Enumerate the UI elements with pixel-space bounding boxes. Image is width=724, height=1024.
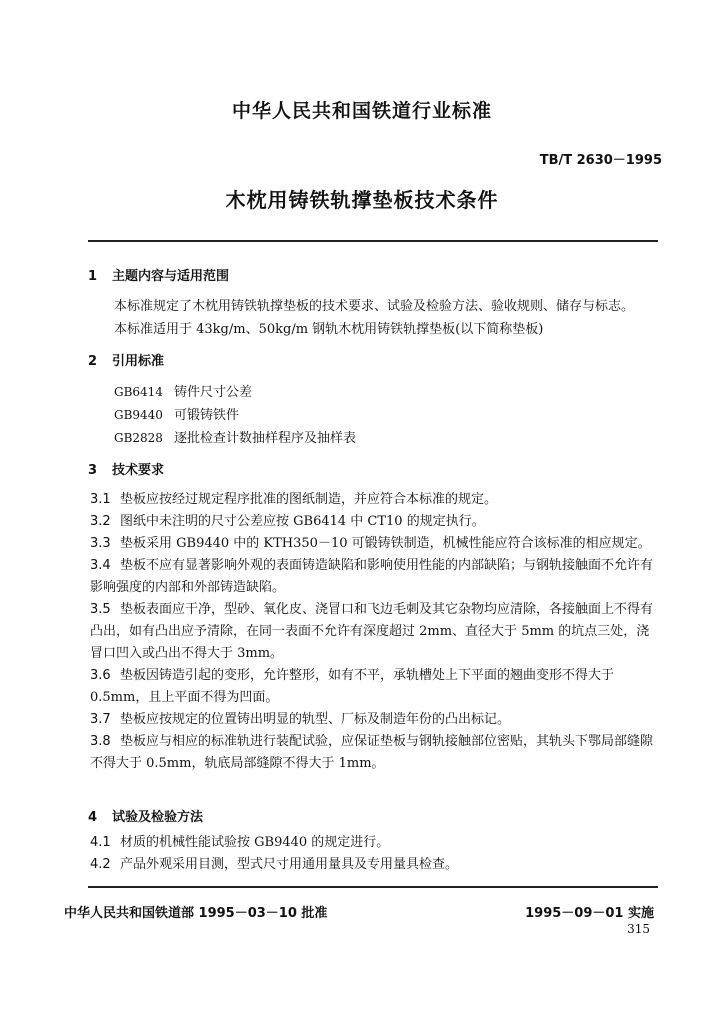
clause-number: 3.8 (90, 734, 111, 749)
footer-divider (88, 886, 658, 888)
clause (90, 854, 658, 876)
reference-item (114, 427, 356, 446)
clause-text: 垫板应按规定的位置铸出明显的轨型、厂标及制造年份的凸出标记。 (120, 712, 511, 727)
section-title: 试验及检验方法 (112, 810, 204, 825)
section-4-heading (88, 806, 203, 825)
standard-code: TB/T 2630－1995 (539, 153, 662, 168)
clause (90, 731, 658, 775)
reference-name: 铸件尺寸公差 (174, 385, 253, 400)
clause-text: 垫板采用 GB9440 中的 KTH350－10 可锻铸铁制造，机械性能应符合该标准的相应规定。 (120, 536, 651, 551)
section-number: 1 (88, 269, 98, 284)
clause-text: 垫板应按经过规定程序批准的图纸制造，并应符合本标准的规定。 (120, 492, 498, 507)
reference-item (114, 404, 239, 423)
section-number: 3 (88, 463, 98, 478)
clause-text: 垫板不应有显著影响外观的表面铸造缺陷和影响使用性能的内部缺陷；与钢轨接触面不允许有影响强度的内部和外部铸造缺陷。 (90, 558, 654, 595)
clause-text: 图纸中未注明的尺寸公差应按 GB6414 中 CT10 的规定执行。 (120, 514, 485, 529)
clause-text: 垫板表面应干净，型砂、氧化皮、浇冒口和飞边毛刺及其它杂物均应清除，各接触面上不得有凸出，如有凸出应予清除，在同一表面不允许有深度超过 2mm、直径大于 5mm 的坑点三处，浇冒口凹入或凸出不得大于 3mm。 (90, 602, 654, 661)
clause-number: 3.2 (90, 514, 111, 529)
section-3-body (90, 489, 658, 775)
clause (90, 511, 658, 533)
page-number: 315 (627, 922, 650, 936)
clause-number: 3.6 (90, 668, 111, 683)
clause-text: 产品外观采用目测，型式尺寸用通用量具及专用量具检查。 (120, 857, 459, 872)
clause-number: 3.7 (90, 712, 111, 727)
clause (90, 489, 658, 511)
standard-org-title: 中华人民共和国铁道行业标准 (231, 100, 492, 122)
section-title: 技术要求 (112, 463, 165, 478)
document-title: 木枕用铸铁轨撑垫板技术条件 (225, 188, 499, 212)
section-1-heading (88, 265, 229, 284)
clause-number: 3.3 (90, 536, 111, 551)
reference-name: 逐批检查计数抽样程序及抽样表 (174, 431, 357, 446)
section-3-heading (88, 459, 164, 478)
clause (90, 599, 658, 665)
clause-number: 3.5 (90, 602, 111, 617)
clause (90, 665, 658, 709)
clause-number: 3.1 (90, 492, 111, 507)
clause (90, 555, 658, 599)
reference-name: 可锻铸铁件 (174, 408, 240, 423)
clause (90, 709, 658, 731)
clause-text: 垫板应与相应的标准轨进行装配试验，应保证垫板与钢轨接触部位密贴，其轨头下鄂局部缝隙不得大于 0.5mm，轨底局部缝隙不得大于 1mm。 (90, 734, 654, 771)
clause-number: 3.4 (90, 558, 111, 573)
section-2-heading (88, 350, 164, 369)
section-4-body (90, 832, 658, 876)
clause-text: 垫板因铸造引起的变形，允许整形，如有不平，承轨槽处上下平面的翘曲变形不得大于 0.5mm，且上平面不得为凹面。 (90, 668, 615, 705)
clause-number: 4.2 (90, 857, 111, 872)
clause-number: 4.1 (90, 835, 111, 850)
clause (90, 533, 658, 555)
clause (90, 832, 658, 854)
reference-item (114, 381, 252, 400)
clause-text: 材质的机械性能试验按 GB9440 的规定进行。 (120, 835, 390, 850)
section-title: 引用标准 (112, 354, 165, 369)
paragraph: 本标准规定了木枕用铸铁轨撑垫板的技术要求、试验及检验方法、验收规则、储存与标志。 (114, 299, 635, 314)
header-divider (88, 240, 658, 242)
section-number: 4 (88, 810, 98, 825)
section-number: 2 (88, 354, 98, 369)
approval-date: 中华人民共和国铁道部 1995－03－10 批准 (64, 906, 328, 921)
paragraph: 本标准适用于 43kg/m、50kg/m 钢轨木枕用铸铁轨撑垫板(以下简称垫板) (114, 322, 544, 337)
reference-code: GB2828 (114, 431, 163, 445)
section-title: 主题内容与适用范围 (112, 269, 230, 284)
reference-code: GB9440 (114, 408, 163, 422)
reference-code: GB6414 (114, 385, 163, 399)
implementation-date: 1995－09－01 实施 (525, 906, 654, 921)
